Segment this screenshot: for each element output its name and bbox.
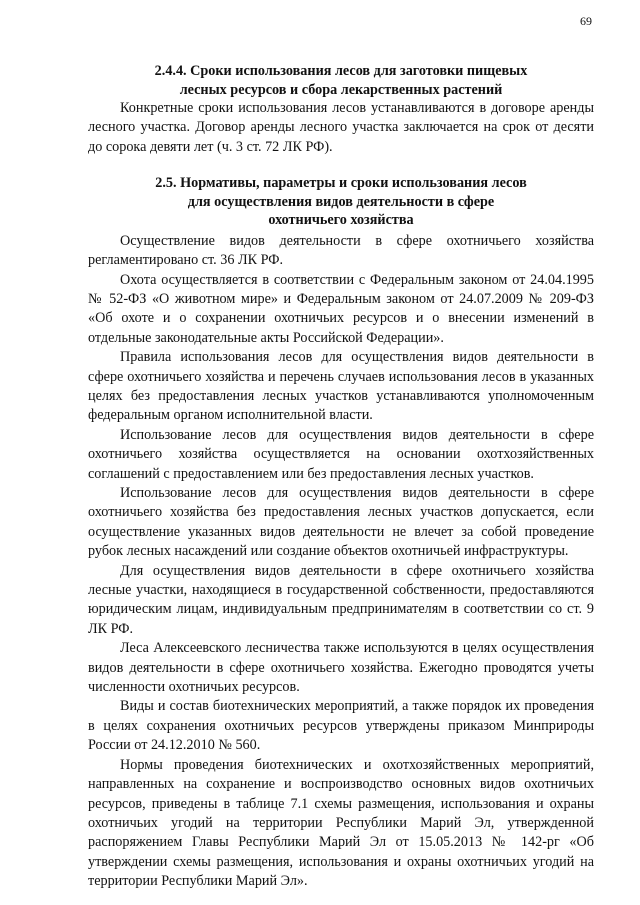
section-244-title <box>88 62 594 99</box>
paragraph: Правила использования лесов для осуществления видов деятельности в сфере охотничьего хозяйства и перечень случаев использования лесов в указанных целях без предоставления лесных участков устанавливаются уполномоченным федеральным органом исполнительной власти. <box>88 349 594 424</box>
section-25-title <box>88 174 594 230</box>
section-244-title-line: лесных ресурсов и сбора лекарственных растений <box>179 81 503 98</box>
paragraph: Для осуществления видов деятельности в сфере охотничьего хозяйства лесные участки, находящиеся в государственной собственности, предоставляются юридическим лицам, индивидуальным предпринимателям в соответствии со ст. 9 ЛК РФ. <box>88 562 594 637</box>
paragraph: Нормы проведения биотехнических и охотхозяйственных мероприятий, направленных на сохранение и воспроизводство основных видов охотничьих ресурсов, приведены в таблице 7.1 схемы размещения, использования и охраны охотничьих угодий на территории Республики Марий Эл, утвержденной распоряжением Главы Республики Марий Эл от 15.05.2013 № 142-рг «Об утверждении схемы размещения, использования и охраны охотничьих угодий на территории Республики Марий Эл». <box>88 756 594 890</box>
page-number: 69 <box>580 14 592 28</box>
paragraph: Леса Алексеевского лесничества также используются в целях осуществления видов деятельности в сфере охотничьего хозяйства. Ежегодно проводятся учеты численности охотничьих ресурсов. <box>88 640 594 696</box>
section-244-title-line: 2.4.4. Сроки использования лесов для заготовки пищевых <box>154 63 528 79</box>
paragraph: Осуществление видов деятельности в сфере охотничьего хозяйства регламентировано ст. 36 ЛК РФ. <box>88 232 594 269</box>
paragraph: Виды и состав биотехнических мероприятий, а также порядок их проведения в целях сохранения охотничьих ресурсов утверждены приказом Минприроды России от 24.12.2010 № 560. <box>88 698 594 754</box>
section-25-title-line: для осуществления видов деятельности в сфере <box>187 193 495 210</box>
page-content <box>88 62 594 892</box>
paragraph: Охота осуществляется в соответствии с Федеральным законом от 24.04.1995 № 52-ФЗ «О животном мире» и Федеральным законом от 24.07.2009 № 209-ФЗ «Об охоте и о сохранении охотничьих ресурсов и о внесении изменений в отдельные законодательные акты Российской Федерации». <box>88 271 594 346</box>
paragraph: Использование лесов для осуществления видов деятельности в сфере охотничьего хозяйства осуществляется на основании охотхозяйственных соглашений с предоставлением или без предоставления лесных участков. <box>88 426 594 482</box>
section-spacer <box>88 157 594 174</box>
section-25-title-line: 2.5. Нормативы, параметры и сроки использования лесов <box>155 175 527 192</box>
section-25-title-line: охотничьего хозяйства <box>268 212 414 229</box>
section-244-paragraph: Конкретные сроки использования лесов устанавливаются в договоре аренды лесного участка. Договор аренды лесного участка заключается на срок от десяти до сорока девяти лет (ч. 3 ст. 72 ЛК РФ). <box>88 100 594 155</box>
paragraph: Использование лесов для осуществления видов деятельности в сфере охотничьего хозяйства без предоставления лесных участков допускается, если осуществление указанных видов деятельности не влечет за собой проведение рубок лесных насаждений или создание объектов охотничьей инфраструктуры. <box>88 485 594 560</box>
